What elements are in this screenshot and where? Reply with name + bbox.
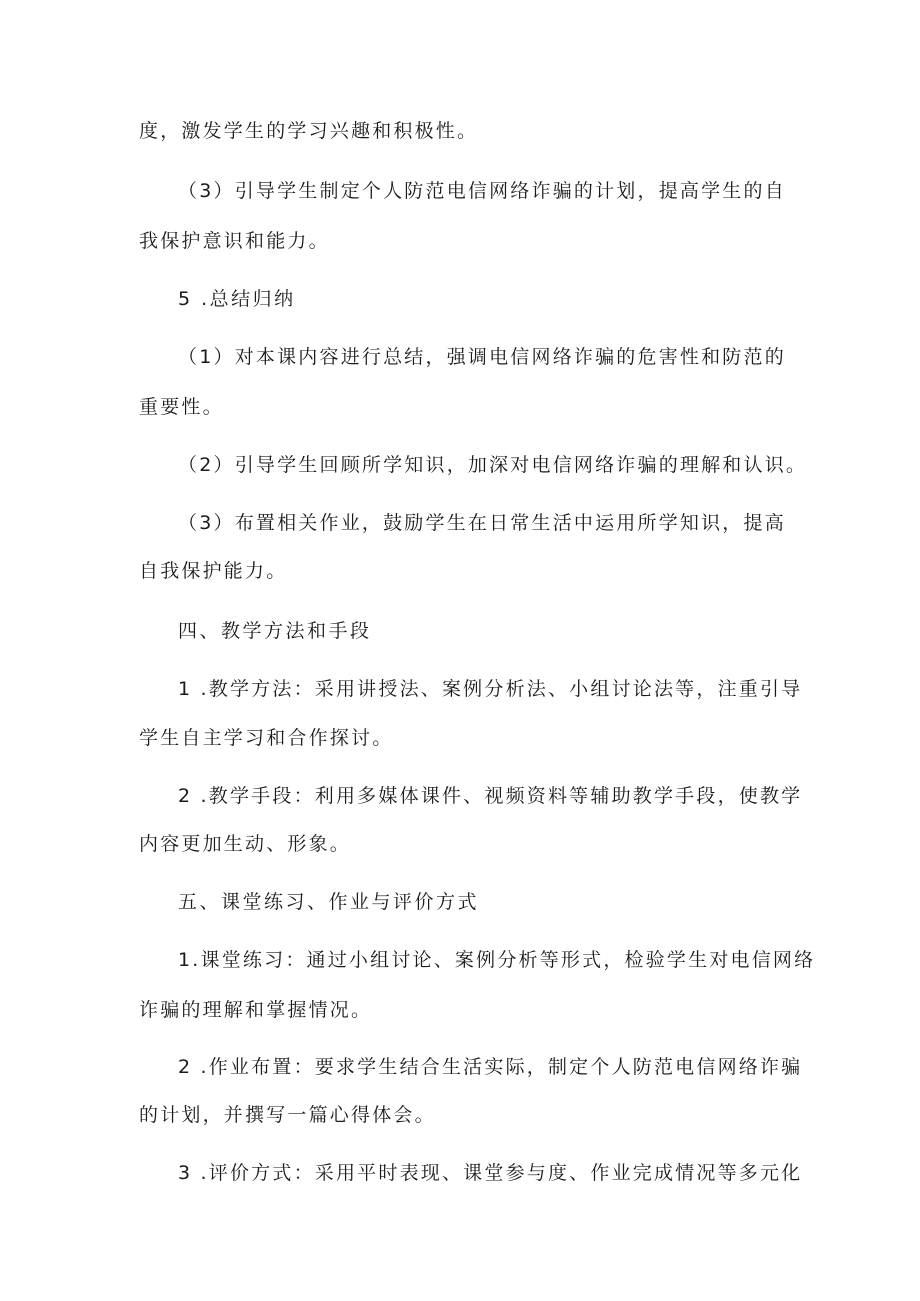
paragraph-line: 2 .作业布置：要求学生结合生活实际，制定个人防范电信网络诈骗 <box>178 1056 803 1078</box>
paragraph-line: （3）布置相关作业，鼓励学生在日常生活中运用所学知识，提高 <box>178 512 786 534</box>
section-heading: 五、课堂练习、作业与评价方式 <box>178 891 480 913</box>
paragraph-line: 我保护意识和能力。 <box>139 230 330 252</box>
paragraph-line: 诈骗的理解和掌握情况。 <box>139 999 373 1021</box>
section-heading: 四、教学方法和手段 <box>178 620 372 642</box>
paragraph-line: 自我保护能力。 <box>139 560 288 582</box>
paragraph-line: 1 .教学方法：采用讲授法、案例分析法、小组讨论法等，注重引导 <box>178 678 803 700</box>
section-heading: 5 .总结归纳 <box>178 288 296 310</box>
paragraph-line: 3 .评价方式：采用平时表现、课堂参与度、作业完成情况等多元化 <box>178 1162 803 1184</box>
paragraph-line: 1.课堂练习：通过小组讨论、案例分析等形式，检验学生对电信网络 <box>178 949 816 971</box>
paragraph-line: 内容更加生动、形象。 <box>139 833 352 855</box>
paragraph-line: 重要性。 <box>139 396 224 418</box>
paragraph-line: 度，激发学生的学习兴趣和积极性。 <box>139 120 479 142</box>
paragraph-line: （1）对本课内容进行总结，强调电信网络诈骗的危害性和防范的 <box>178 346 786 368</box>
paragraph-line: （3）引导学生制定个人防范电信网络诈骗的计划，提高学生的自 <box>178 180 786 202</box>
paragraph-line: 学生自主学习和合作探讨。 <box>139 727 394 749</box>
paragraph-line: 的计划，并撰写一篇心得体会。 <box>139 1104 436 1126</box>
paragraph-line: （2）引导学生回顾所学知识，加深对电信网络诈骗的理解和认识。 <box>178 454 808 476</box>
paragraph-line: 2 .教学手段：利用多媒体课件、视频资料等辅助教学手段，使教学 <box>178 785 803 807</box>
